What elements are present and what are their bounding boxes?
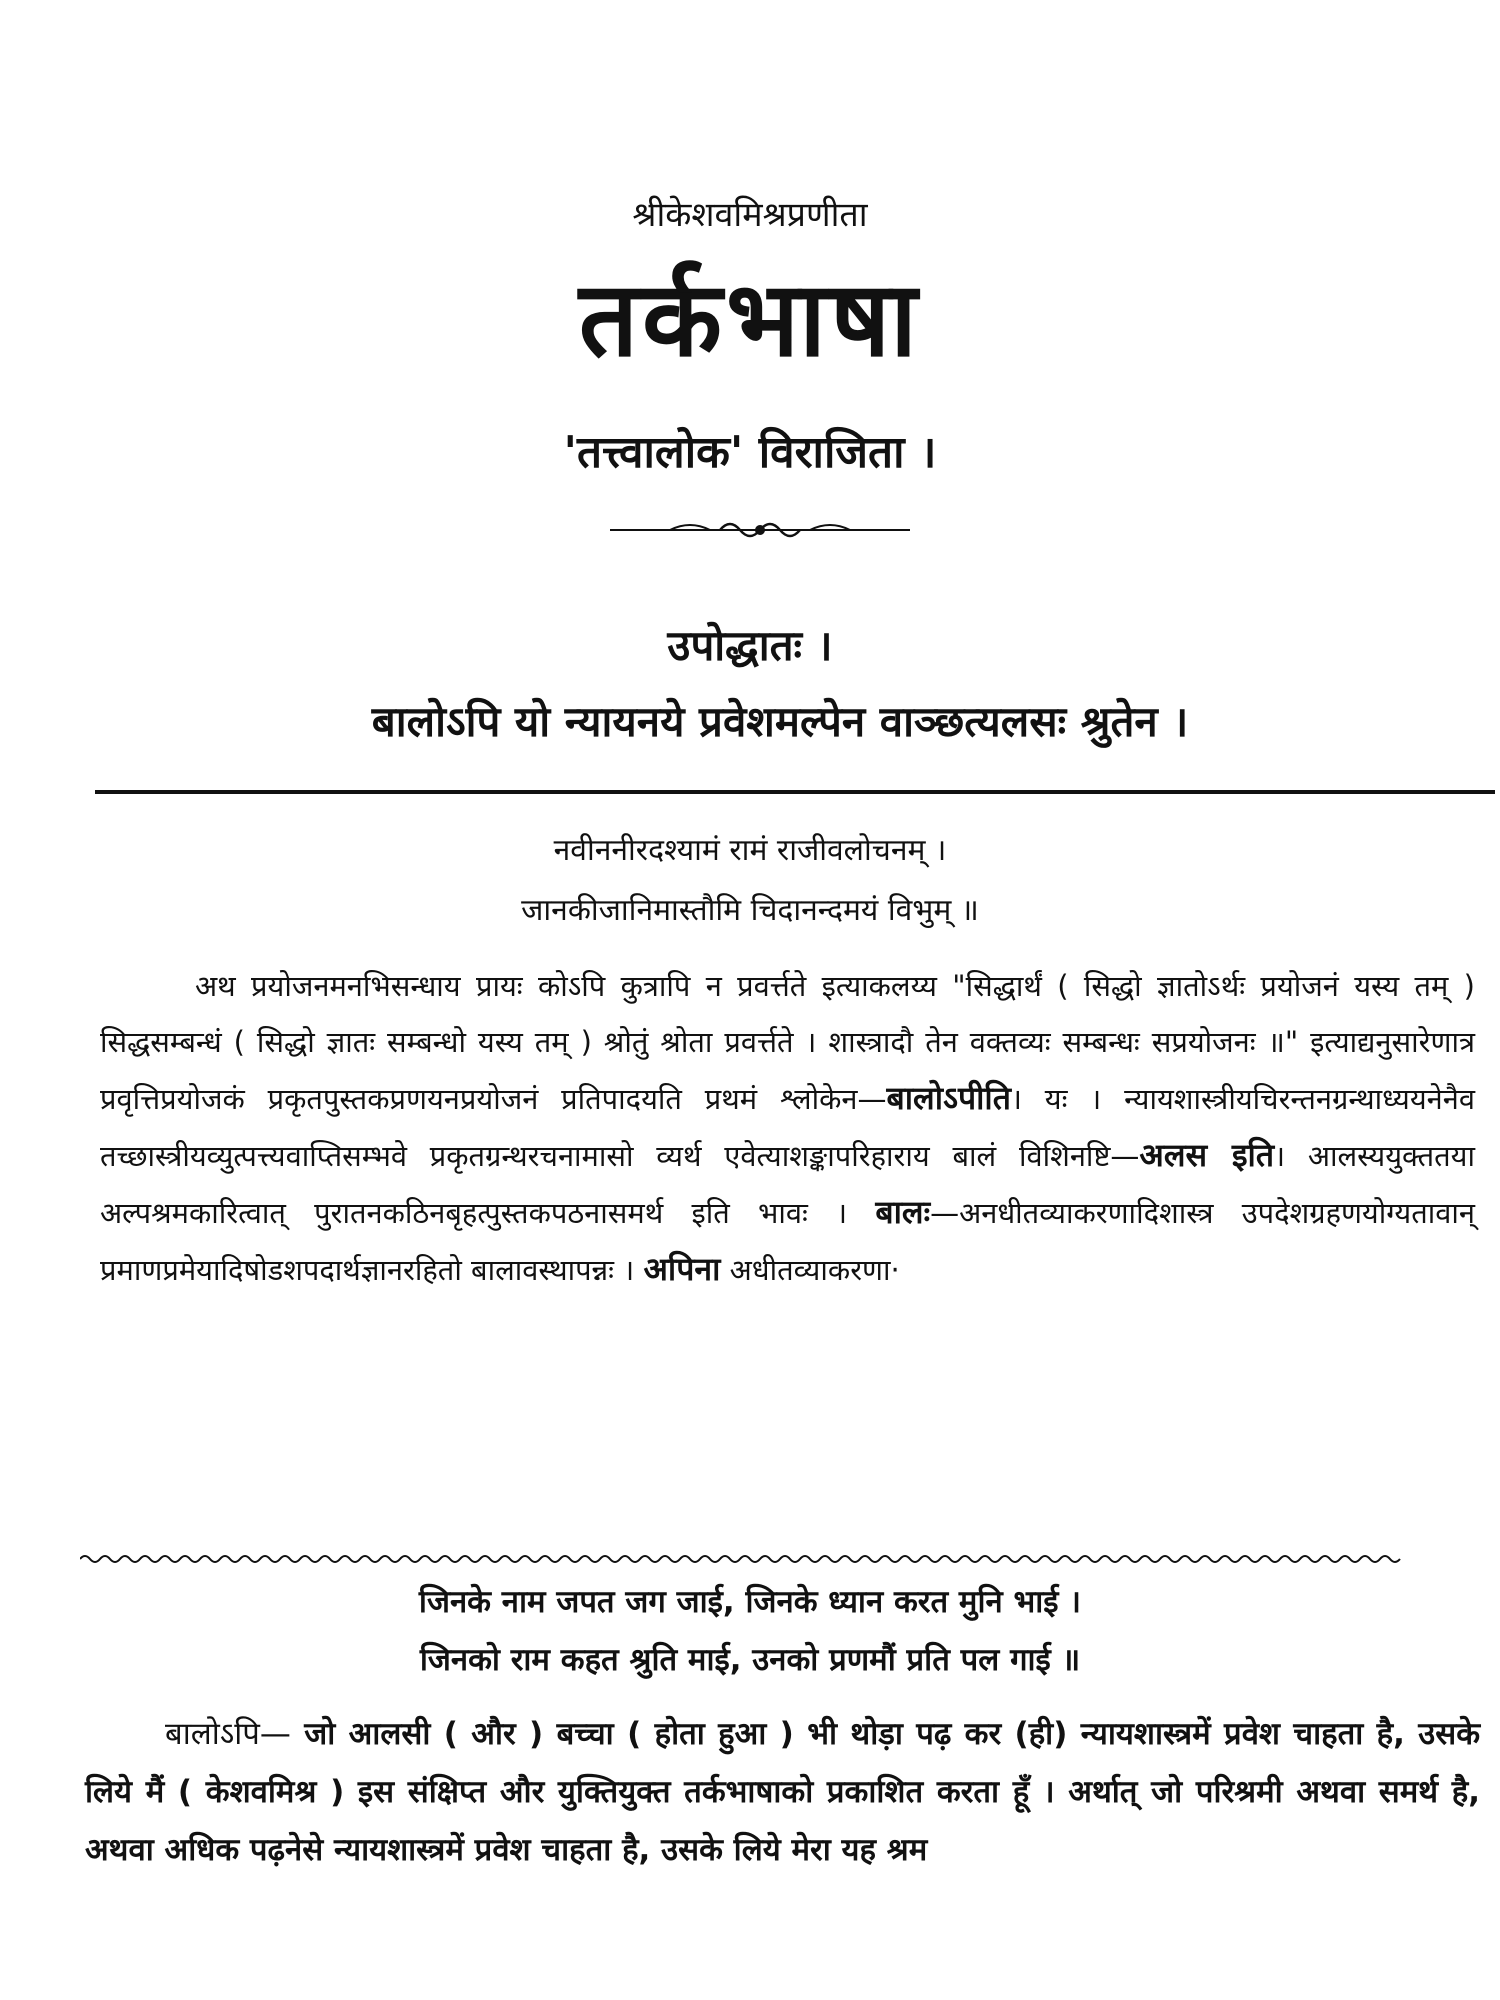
commentary-keyword: अलस इति bbox=[1139, 1136, 1275, 1174]
mangala-verse-line-2: जानकीजानिमास्तौमि चिदानन्दमयं विभुम् ॥ bbox=[521, 893, 979, 928]
horizontal-rule bbox=[95, 790, 1495, 794]
commentary-keyword: बालः bbox=[875, 1193, 931, 1231]
mangala-verse-line-1: नवीननीरदश्यामं रामं राजीवलोचनम् । bbox=[553, 833, 947, 868]
hindi-lead-word: बालोऽपि— bbox=[165, 1716, 291, 1752]
commentary-text: अथ प्रयोजनमनभिसन्धाय प्रायः कोऽपि कुत्रापि न प्रवर्त्तते इत्याकलय्य "सिद्धार्थं ( सिद्धो ज्ञातोऽर्थः प्रयोजनं यस्य तम् ) सिद्धसम्बन्धं ( सिद्धो ज्ञातः सम्बन्धो यस्य तम् ) श्रोतुं श्रोता प्रवर्त्तते । शास्त्रादौ तेन वक्तव्यः सम्बन्धः सप्रयोजनः ॥" इत्याद्यनुसारेणात्र प्रवृत्तिप्रयोजकं प्रकृतपुस्तकप्रणयनप्रयोजनं प्रतिपादयति प्रथमं श्लोकेन— bbox=[100, 969, 1475, 1116]
commentary-keyword: अपिना bbox=[643, 1250, 721, 1288]
book-title: तर्कभाषा bbox=[578, 258, 922, 380]
sanskrit-commentary bbox=[100, 958, 1475, 1298]
verse-text: बालोऽपि यो न्यायनये प्रवेशमल्पेन वाञ्छत्यलसः श्रुतेन । bbox=[371, 697, 1189, 746]
commentary-keyword: बालोऽपीति bbox=[886, 1079, 1011, 1117]
commentary-text: । आलस्ययुक्ततया अल्पश्रमकारित्वात् पुरातनकठिनबृहत्पुस्तकपठनासमर्थ इति भावः । bbox=[100, 1139, 1475, 1230]
section-heading: उपोद्धातः । bbox=[667, 621, 833, 670]
commentary-text: —अनधीतव्याकरणादिशास्त्र उपदेशग्रहणयोग्यतावान् प्रमाणप्रमेयादिषोडशपदार्थज्ञानरहितो बालावस्थापन्नः । bbox=[100, 1196, 1476, 1287]
hindi-commentary bbox=[85, 1705, 1480, 1879]
hindi-commentary-text: जो आलसी ( और ) बच्चा ( होता हुआ ) भी थोड़ा पढ़ कर (ही) न्यायशास्त्रमें प्रवेश चाहता है, उसके लिये मैं ( केशवमिश्र ) इस संक्षिप्त और युक्तियुक्त तर्कभाषाको प्रकाशित करता हूँ । अर्थात् जो परिश्रमी अथवा समर्थ है, अथवा अधिक पढ़नेसे न्यायशास्त्रमें प्रवेश चाहता है, उसके लिये मेरा यह श्रम bbox=[85, 1716, 1480, 1868]
commentary-text: अधीतव्याकरणा· bbox=[729, 1253, 900, 1287]
commentary-text: । यः । न्यायशास्त्रीयचिरन्तनग्रन्थाध्ययनेनैव तच्छास्त्रीयव्युत्पत्त्यवाप्तिसम्भवे प्रकृतग्रन्थरचनामासो व्यर्थ एवेत्याशङ्कापरिहाराय बालं विशिनष्टि— bbox=[100, 1082, 1475, 1173]
hindi-verse-line-1: जिनके नाम जपत जग जाई, जिनके ध्यान करत मुनि भाई । bbox=[418, 1584, 1082, 1620]
wavy-rule bbox=[80, 1552, 1500, 1566]
hindi-verse-line-2: जिनको राम कहत श्रुति माई, उनको प्रणमौं प्रति पल गाई ॥ bbox=[419, 1642, 1081, 1678]
ornament-divider bbox=[610, 515, 910, 545]
commentary-subtitle: 'तत्त्वालोक' विराजिता । bbox=[563, 427, 937, 478]
author-line: श्रीकेशवमिश्रप्रणीता bbox=[632, 195, 868, 235]
